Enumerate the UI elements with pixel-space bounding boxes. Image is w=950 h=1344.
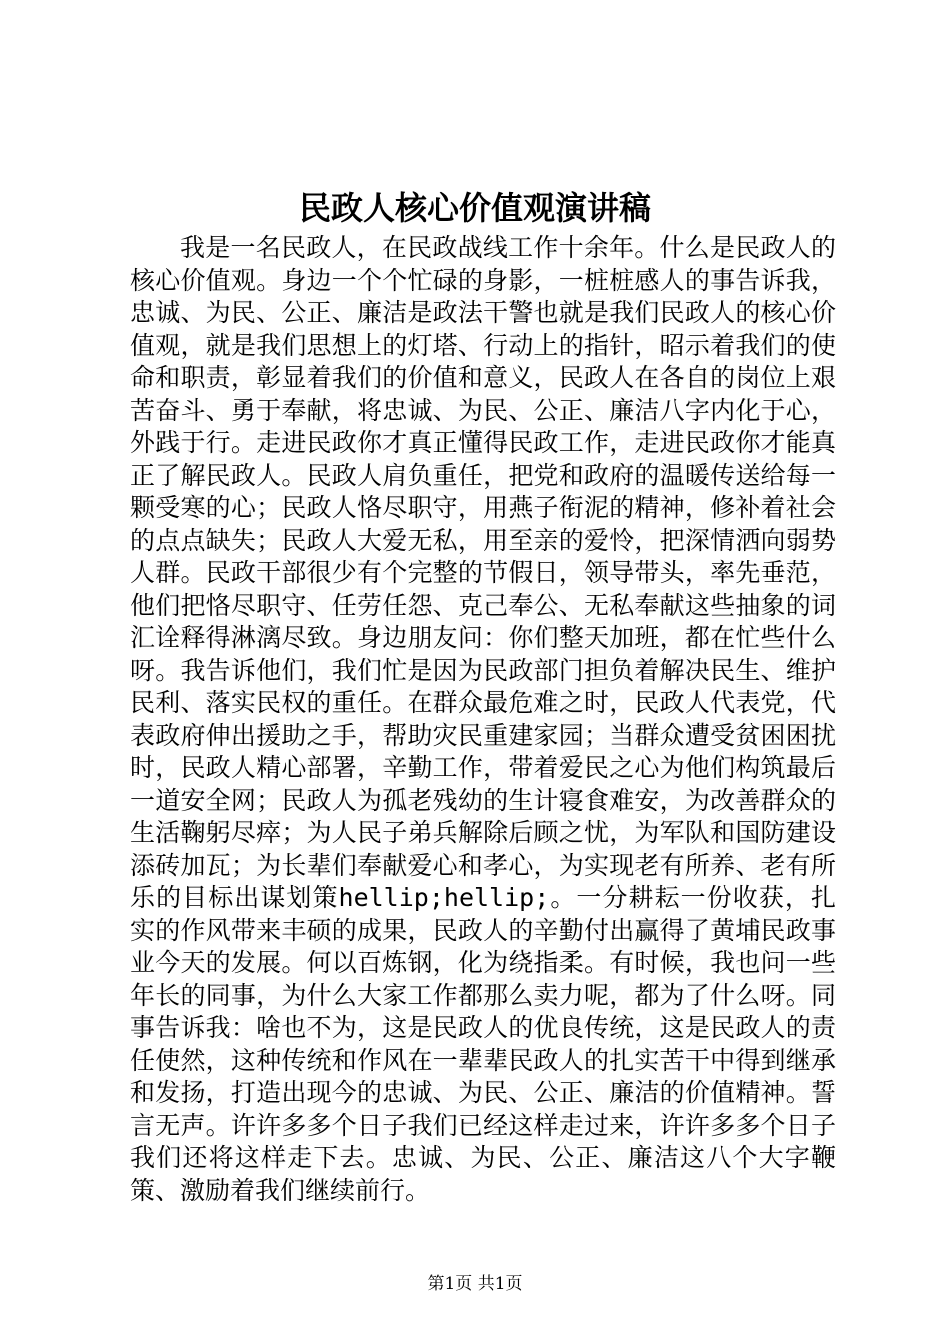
page-number-footer: 第1页 共1页 <box>427 1274 523 1294</box>
body-paragraph: 我是一名民政人，在民政战线工作十余年。什么是民政人的核心价值观。身边一个个忙碌的身影，一桩桩感人的事告诉我，忠诚、为民、公正、廉洁是政法干警也就是我们民政人的核心价值观，就是我们思想上的灯塔、行动上的指针，昭示着我们的使命和职责，彰显着我们的价值和意义，民政人在各自的岗位上艰苦奋斗、勇于奉献，将忠诚、为民、公正、廉洁八字内化于心，外践于行。走进民政你才真正懂得民政工作，走进民政你才能真正了解民政人。民政人肩负重任，把党和政府的温暖传送给每一颗受寒的心；民政人恪尽职守，用燕子衔泥的精神，修补着社会的点点缺失；民政人大爱无私，用至亲的爱怜，把深情洒向弱势人群。民政干部很少有个完整的节假日，领导带头，率先垂范，他们把恪尽职守、任劳任怨、克己奉公、无私奉献这些抽象的词汇诠释得淋漓尽致。身边朋友问：你们整天加班，都在忙些什么呀。我告诉他们，我们忙是因为民政部门担负着解决民生、维护民利、落实民权的重任。在群众最危难之时，民政人代表党，代表政府伸出援助之手，帮助灾民重建家园；当群众遭受贫困困扰时，民政人精心部署，辛勤工作，带着爱民之心为他们构筑最后一道安全网；民政人为孤老残幼的生计寝食难安，为改善群众的生活鞠躬尽瘁；为人民子弟兵解除后顾之忧，为军队和国防建设添砖加瓦；为长辈们奉献爱心和孝心，为实现老有所养、老有所乐的目标出谋划策hellip;hellip;。一分耕耘一份收获，扎实的作风带来丰硕的成果，民政人的辛勤付出赢得了黄埔民政事业今天的发展。何以百炼钢，化为绕指柔。有时候，我也问一些年长的同事，为什么大家工作都那么卖力呢，都为了什么呀。同事告诉我：啥也不为，这是民政人的优良传统，这是民政人的责任使然，这种传统和作风在一辈辈民政人的扎实苦干中得到继承和发扬，打造出现今的忠诚、为民、公正、廉洁的价值精神。誓言无声。许许多多个日子我们已经这样走过来，许许多多个日子我们还将这样走下去。忠诚、为民、公正、廉洁这八个大字鞭策、激励着我们继续前行。 <box>130 233 836 1205</box>
document-title: 民政人核心价值观演讲稿 <box>298 189 651 227</box>
